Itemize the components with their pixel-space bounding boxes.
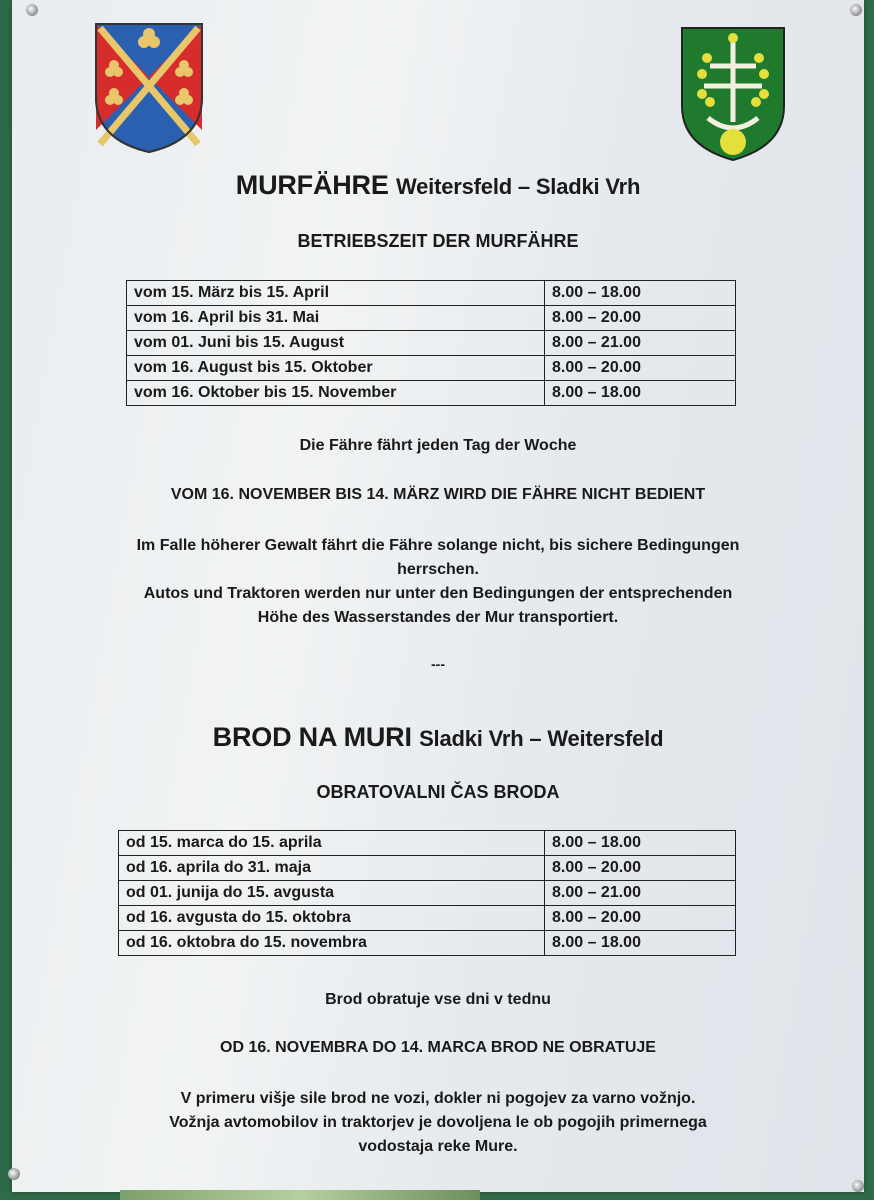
screw	[850, 4, 862, 16]
notice-line: vodostaja reke Mure.	[358, 1138, 518, 1155]
hours-cell: 8.00 – 20.00	[545, 306, 736, 331]
foliage-strip	[120, 1190, 480, 1200]
table-row	[119, 906, 736, 931]
german-notice	[12, 534, 864, 630]
german-daily-note: Die Fähre fährt jeden Tag der Woche	[299, 437, 577, 454]
hours-cell: 8.00 – 21.00	[545, 331, 736, 356]
hours-cell: 8.00 – 20.00	[545, 906, 736, 931]
period-cell: od 16. aprila do 31. maja	[119, 856, 545, 881]
hours-cell: 8.00 – 20.00	[545, 356, 736, 381]
hours-cell: 8.00 – 18.00	[545, 381, 736, 406]
hours-cell: 8.00 – 20.00	[545, 856, 736, 881]
slovenian-title	[12, 722, 864, 753]
coat-of-arms-left	[94, 22, 204, 154]
period-cell: vom 16. Oktober bis 15. November	[127, 381, 545, 406]
period-cell: vom 01. Juni bis 15. August	[127, 331, 545, 356]
period-cell: vom 16. April bis 31. Mai	[127, 306, 545, 331]
german-schedule-table	[126, 280, 736, 406]
period-cell: od 01. junija do 15. avgusta	[119, 881, 545, 906]
notice-line: Vožnja avtomobilov in traktorjev je dovoljena le ob pogojih primernega	[169, 1114, 707, 1131]
notice-line: Höhe des Wasserstandes der Mur transportiert.	[257, 609, 619, 626]
hours-cell: 8.00 – 18.00	[545, 931, 736, 956]
slovenian-daily-note: Brod obratuje vse dni v tednu	[325, 991, 551, 1008]
period-cell: vom 16. August bis 15. Oktober	[127, 356, 545, 381]
slovenian-title-route: Sladki Vrh – Weitersfeld	[419, 726, 664, 751]
german-title-main: MURFÄHRE	[235, 170, 389, 200]
table-row	[127, 281, 736, 306]
german-title-route: Weitersfeld – Sladki Vrh	[395, 174, 641, 199]
german-subtitle: BETRIEBSZEIT DER MURFÄHRE	[297, 231, 579, 251]
notice-line: V primeru višje sile brod ne vozi, dokler ni pogojev za varno vožnjo.	[180, 1090, 696, 1107]
slovenian-title-main: BROD NA MURI	[212, 722, 412, 752]
table-row	[119, 931, 736, 956]
period-cell: od 15. marca do 15. aprila	[119, 831, 545, 856]
screw	[8, 1168, 20, 1180]
period-cell: od 16. oktobra do 15. novembra	[119, 931, 545, 956]
notice-line: herrschen.	[397, 561, 479, 578]
period-cell: od 16. avgusta do 15. oktobra	[119, 906, 545, 931]
table-row	[119, 881, 736, 906]
table-row	[127, 381, 736, 406]
ferry-sign	[12, 0, 864, 1192]
german-closure-note: VOM 16. NOVEMBER BIS 14. MÄRZ WIRD DIE FÄHRE NICHT BEDIENT	[170, 486, 706, 503]
table-row	[127, 306, 736, 331]
table-row	[119, 856, 736, 881]
slovenian-notice	[12, 1087, 864, 1159]
german-title	[12, 170, 864, 201]
hours-cell: 8.00 – 21.00	[545, 881, 736, 906]
table-row	[127, 356, 736, 381]
period-cell: vom 15. März bis 15. April	[127, 281, 545, 306]
table-row	[119, 831, 736, 856]
hours-cell: 8.00 – 18.00	[545, 281, 736, 306]
notice-line: Im Falle höherer Gewalt fährt die Fähre solange nicht, bis sichere Bedingungen	[136, 537, 740, 554]
table-row	[127, 331, 736, 356]
slovenian-closure-note: OD 16. NOVEMBRA DO 14. MARCA BROD NE OBRATUJE	[220, 1039, 656, 1056]
coat-of-arms-right	[680, 26, 786, 162]
slovenian-subtitle: OBRATOVALNI ČAS BRODA	[316, 782, 560, 802]
screw	[852, 1180, 864, 1192]
slovenian-schedule-table	[118, 830, 736, 956]
section-separator: ---	[431, 656, 445, 672]
notice-line: Autos und Traktoren werden nur unter den Bedingungen der entsprechenden	[143, 585, 733, 602]
screw	[26, 4, 38, 16]
hours-cell: 8.00 – 18.00	[545, 831, 736, 856]
